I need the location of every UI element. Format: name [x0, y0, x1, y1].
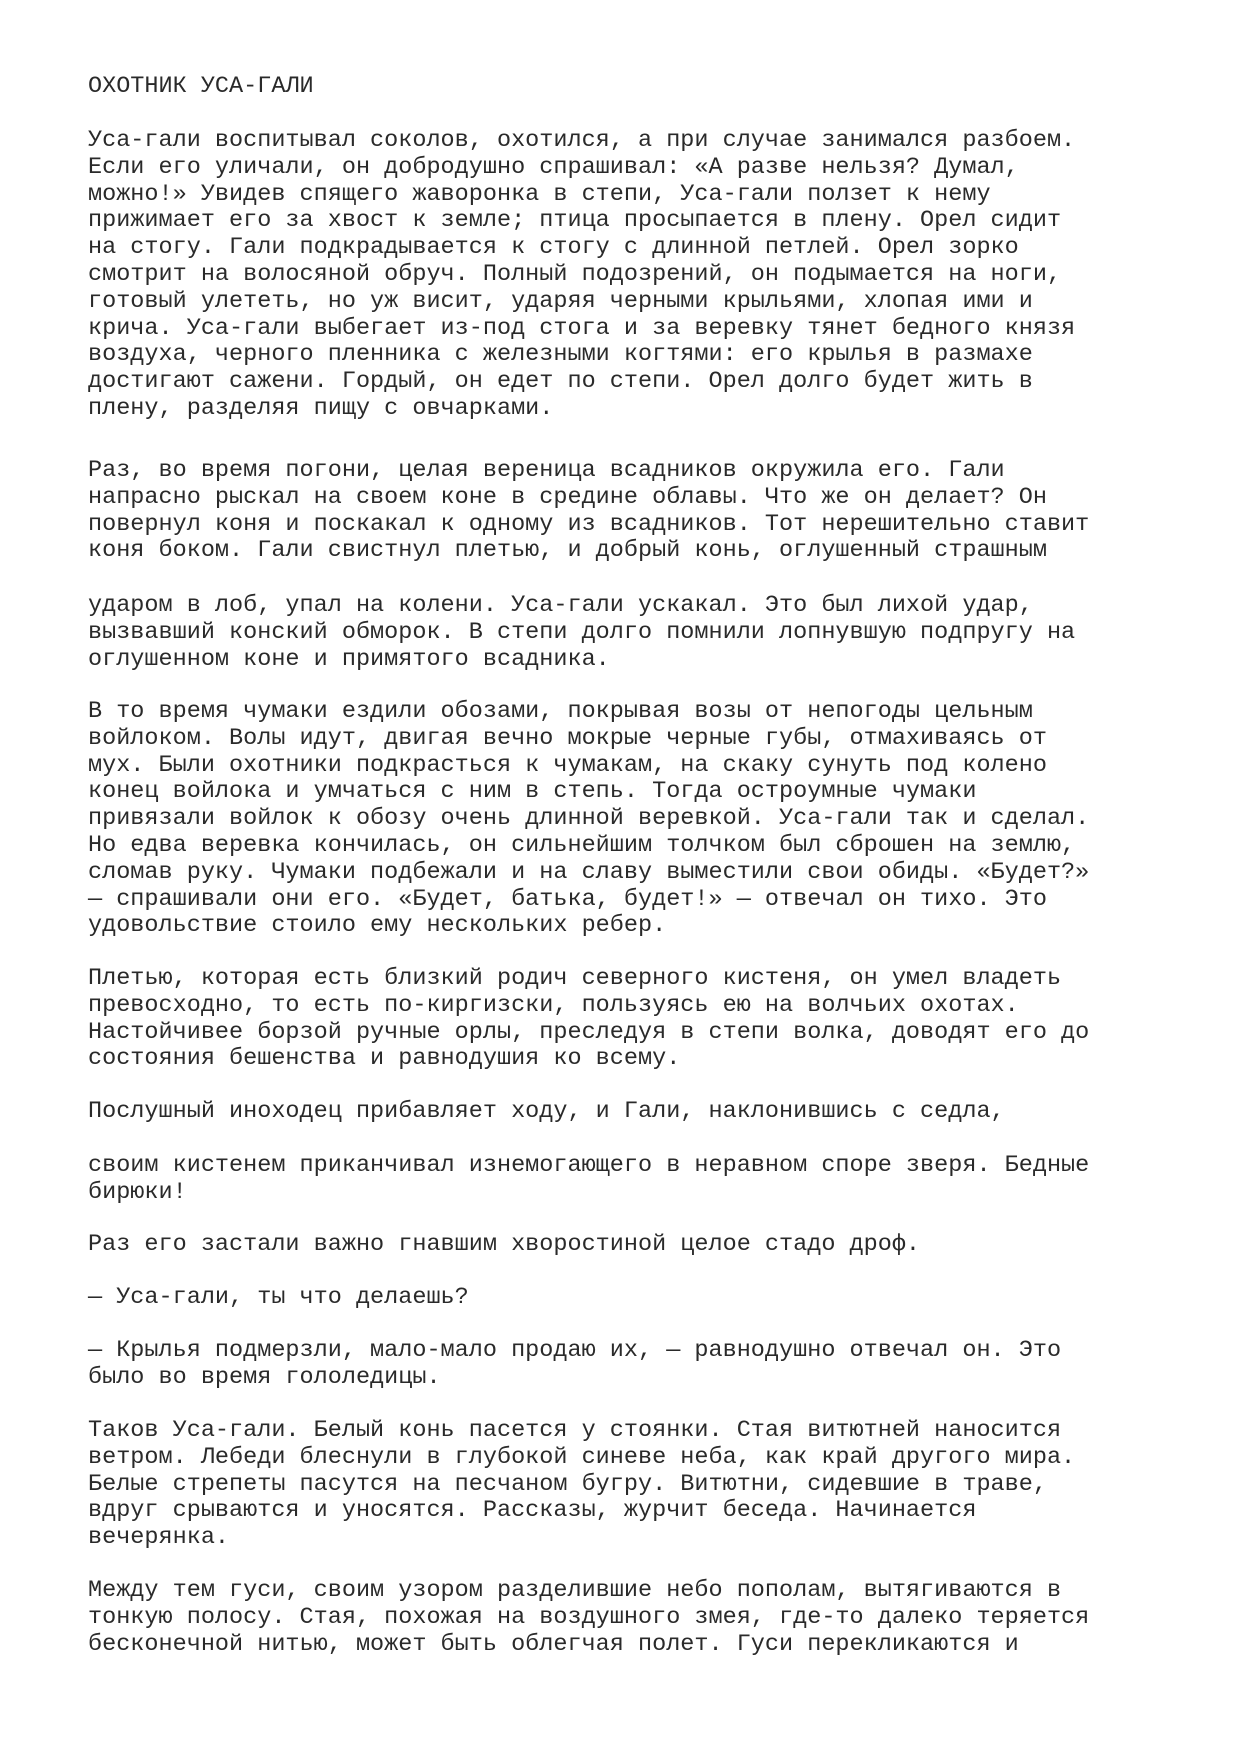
paragraph-1: Уса-гали воспитывал соколов, охотился, а при случае занимался разбоем. Если его уличали, он добродушно спрашивал: «А разве нельзя? Думал, можно!» Увидев спящего жаворонка в степи, Уса-гали ползет к нему прижимает его за хвост к земле; птица просыпается в плену. Орел сидит на стогу. Гали подкрадывается к стогу с длинной петлей. Орел зорко смотрит на волосяной обруч. Полный подозрений, он подымается на ноги, готовый улететь, но уж висит, ударяя черными крыльями, хлопая ими и крича. Уса-гали выбегает из-под стога и за веревку тянет бедного князя воздуха, черного пленника с железными когтями: его крылья в размахе достигают сажени. Гордый, он едет по степи. Орел долго будет жить в плену, разделяя пищу с овчарками. [88, 127, 1076, 422]
paragraph-10: — Крылья подмерзли, мало-мало продаю их, — равнодушно отвечал он. Это было во время гололедицы. [88, 1337, 1062, 1391]
paragraph-4: В то время чумаки ездили обозами, покрывая возы от непогоды цельным войлоком. Волы идут, двигая вечно мокрые черные губы, отмахиваясь от мух. Были охотники подкрасться к чумакам, на скаку сунуть под колено конец войлока и умчаться с ним в степь. Тогда остроумные чумаки привязали войлок к обозу очень длинной веревкой. Уса-гали так и сделал. Но едва веревка кончилась, он сильнейшим толчком был сброшен на землю, сломав руку. Чумаки подбежали и на славу выместили свои обиды. «Будет?» — спрашивали они его. «Будет, батька, будет!» — отвечал он тихо. Это удовольствие стоило ему нескольких ребер. [88, 698, 1090, 940]
paragraph-8: Раз его застали важно гнавшим хворостиной целое стадо дроф. [88, 1231, 921, 1258]
paragraph-3: ударом в лоб, упал на колени. Уса-гали ускакал. Это был лихой удар, вызвавший конский обморок. В степи долго помнили лопнувшую подпругу на оглушенном коне и примятого всадника. [88, 592, 1076, 673]
paragraph-9: — Уса-гали, ты что делаешь? [88, 1284, 469, 1311]
paragraph-2: Раз, во время погони, целая вереница всадников окружила его. Гали напрасно рыскал на своем коне в средине облавы. Что же он делает? Он повернул коня и поскакал к одному из всадников. Тот нерешительно ставит коня боком. Гали свистнул плетью, и добрый конь, оглушенный страшным [88, 457, 1090, 565]
paragraph-11: Таков Уса-гали. Белый конь пасется у стоянки. Стая витютней наносится ветром. Лебеди блеснули в глубокой синеве неба, как край другого мира. Белые стрепеты пасутся на песчаном бугру. Витютни, сидевшие в траве, вдруг срываются и уносятся. Рассказы, журчит беседа. Начинается вечерянка. [88, 1417, 1076, 1552]
paragraph-12: Между тем гуси, своим узором разделившие небо пополам, вытягиваются в тонкую полосу. Стая, похожая на воздушного змея, где-то далеко теряется бесконечной нитью, может быть облегчая полет. Гуси перекликаются и [88, 1577, 1090, 1658]
document-title: ОХОТНИК УСА-ГАЛИ [88, 73, 314, 100]
paragraph-7: своим кистенем приканчивал изнемогающего в неравном споре зверя. Бедные бирюки! [88, 1152, 1090, 1206]
paragraph-5: Плетью, которая есть близкий родич северного кистеня, он умел владеть превосходно, то есть по-киргизски, пользуясь ею на волчьих охотах. Настойчивее борзой ручные орлы, преследуя в степи волка, доводят его до состояния бешенства и равнодушия ко всему. [88, 965, 1090, 1073]
paragraph-6: Послушный иноходец прибавляет ходу, и Гали, наклонившись с седла, [88, 1098, 1005, 1125]
